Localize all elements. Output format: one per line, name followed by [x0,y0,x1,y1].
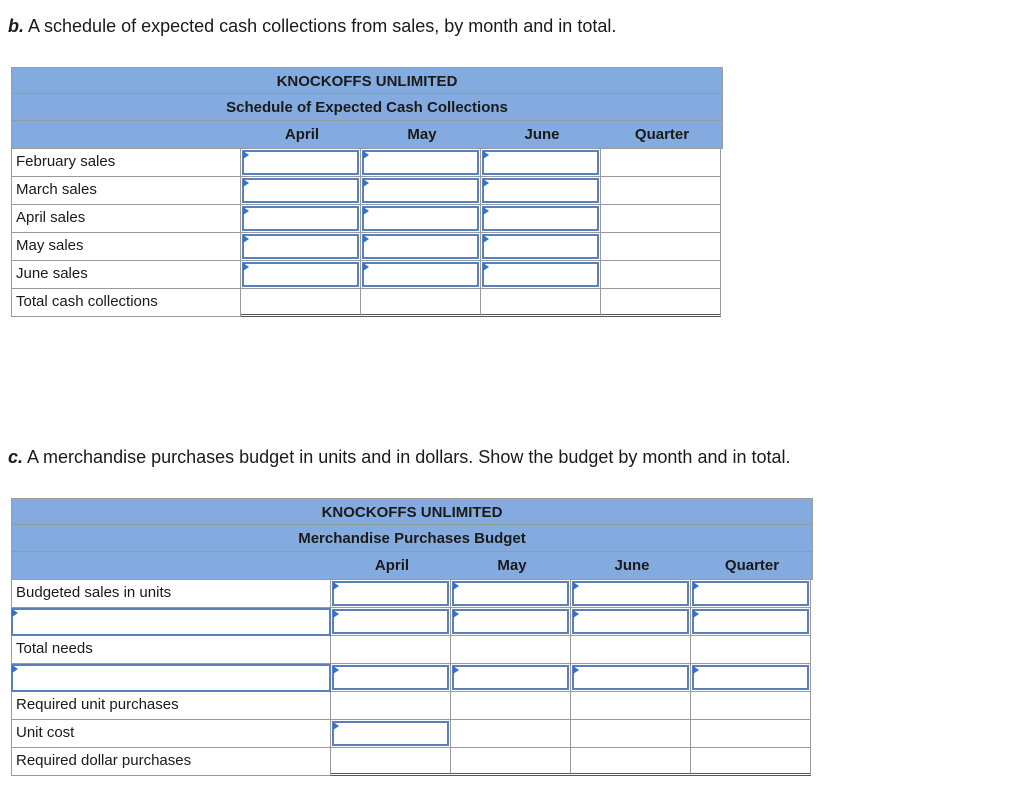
col-june: June [524,126,560,143]
table-row [11,720,813,748]
table-row [11,233,723,261]
table-row [11,205,723,233]
input-cell[interactable] [572,581,689,606]
input-cell[interactable] [482,150,599,175]
blank-cell [451,636,571,664]
row-label: June sales [11,261,241,289]
col-may: May [407,126,437,143]
total-row [11,289,723,317]
blank-cell [331,636,451,664]
table-row [11,149,723,177]
input-cell[interactable] [362,178,479,203]
input-cell[interactable] [362,150,479,175]
table-row [11,692,813,720]
input-cell[interactable] [242,262,359,287]
part-b-prefix: b. [8,16,24,36]
total-cell [331,748,451,776]
blank-cell [571,720,691,748]
input-cell[interactable] [572,665,689,690]
label-input-cell[interactable] [11,608,331,636]
row-label: Budgeted sales in units [11,580,331,608]
input-cell[interactable] [362,234,479,259]
row-label: Total cash collections [11,289,241,317]
part-c-prefix: c. [8,447,24,467]
blank-cell [601,233,721,261]
input-cell[interactable] [362,206,479,231]
schedule-title: Schedule of Expected Cash Collections [11,94,723,121]
input-cell[interactable] [242,206,359,231]
input-cell[interactable] [332,665,449,690]
input-cell[interactable] [692,665,809,690]
input-cell[interactable] [692,609,809,634]
input-cell[interactable] [332,581,449,606]
input-cell[interactable] [362,262,479,287]
part-c-prompt [8,447,791,468]
input-cell[interactable] [452,581,569,606]
total-cell [451,748,571,776]
row-label: Required unit purchases [11,692,331,720]
label-input-cell[interactable] [11,664,331,692]
part-b-text: A schedule of expected cash collections from sales, by month and in total. [24,16,617,36]
input-cell[interactable] [332,721,449,746]
row-label: Required dollar purchases [11,748,331,776]
row-label: Total needs [11,636,331,664]
blank-cell [451,692,571,720]
blank-cell [691,720,811,748]
blank-cell [601,261,721,289]
column-header-row [11,552,813,580]
table-row [11,261,723,289]
input-cell[interactable] [692,581,809,606]
input-cell[interactable] [242,178,359,203]
input-cell[interactable] [482,178,599,203]
blank-cell [571,636,691,664]
input-cell[interactable] [242,150,359,175]
blank-cell [451,720,571,748]
input-cell[interactable] [452,609,569,634]
col-june: June [614,557,650,574]
budget-title: Merchandise Purchases Budget [11,525,813,552]
col-april: April [374,557,410,574]
input-cell[interactable] [332,609,449,634]
row-label: May sales [11,233,241,261]
col-quarter: Quarter [724,557,780,574]
total-cell [241,289,361,317]
total-cell [691,748,811,776]
row-label: March sales [11,177,241,205]
col-quarter: Quarter [634,126,690,143]
blank-cell [571,692,691,720]
table-row [11,177,723,205]
blank-cell [331,692,451,720]
blank-cell [601,149,721,177]
input-cell[interactable] [242,234,359,259]
cash-collections-table [11,67,723,317]
blank-cell [691,636,811,664]
total-cell [481,289,601,317]
total-cell [571,748,691,776]
table-row [11,636,813,664]
company-name: KNOCKOFFS UNLIMITED [11,67,723,94]
total-cell [601,289,721,317]
total-cell [361,289,481,317]
company-name: KNOCKOFFS UNLIMITED [11,498,813,525]
row-label: February sales [11,149,241,177]
input-cell[interactable] [452,665,569,690]
column-header-row [11,121,723,149]
part-b-prompt [8,16,616,37]
col-may: May [497,557,527,574]
table-row [11,664,813,692]
row-label: Unit cost [11,720,331,748]
part-c-text: A merchandise purchases budget in units and in dollars. Show the budget by month and in total. [23,447,791,467]
input-cell[interactable] [482,234,599,259]
blank-cell [601,177,721,205]
total-row [11,748,813,776]
col-april: April [284,126,320,143]
purchases-budget-table [11,498,813,776]
row-label: April sales [11,205,241,233]
table-row [11,580,813,608]
table-row [11,608,813,636]
input-cell[interactable] [482,206,599,231]
input-cell[interactable] [482,262,599,287]
blank-cell [601,205,721,233]
input-cell[interactable] [572,609,689,634]
blank-cell [691,692,811,720]
